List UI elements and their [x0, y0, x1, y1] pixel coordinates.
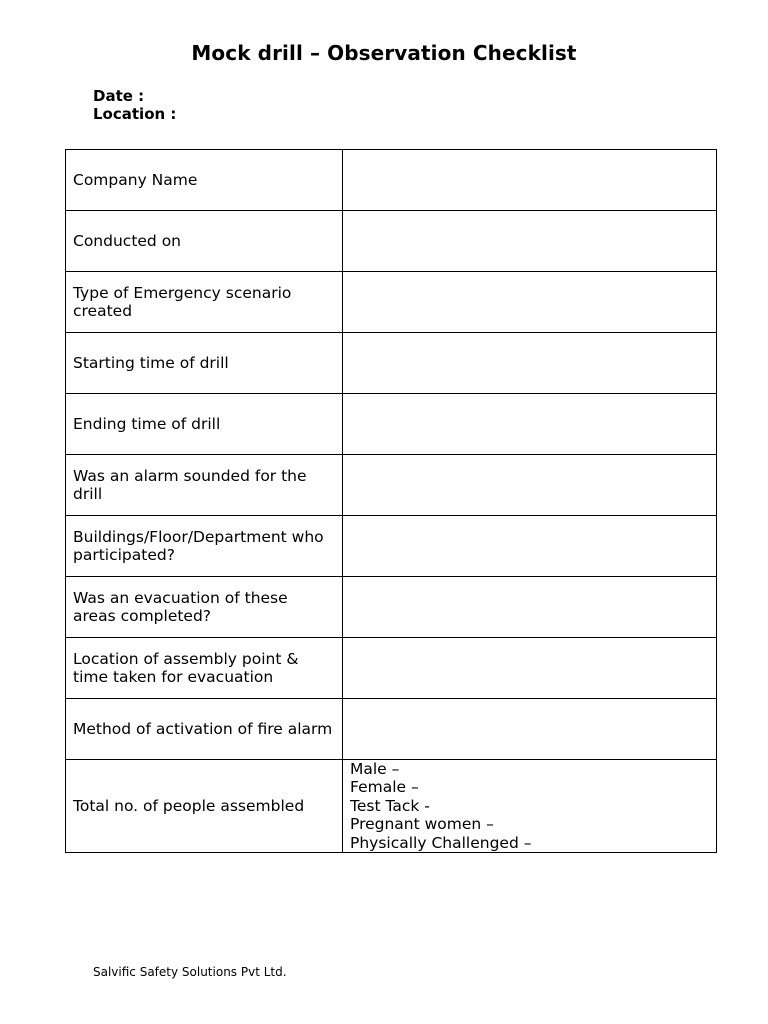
pregnant-women-count-item: Pregnant women – — [350, 815, 494, 834]
table-row — [66, 394, 717, 455]
female-count-item: Female – — [350, 778, 419, 797]
row-label: Was an alarm sounded for the drill — [66, 455, 343, 516]
table-row — [66, 272, 717, 333]
table-row — [66, 516, 717, 577]
people-count-list[interactable] — [343, 760, 717, 853]
row-value[interactable] — [343, 455, 717, 516]
row-value[interactable] — [343, 394, 717, 455]
row-label: Total no. of people assembled — [66, 760, 343, 853]
row-label: Type of Emergency scenario created — [66, 272, 343, 333]
row-value[interactable] — [343, 150, 717, 211]
document-meta — [93, 88, 176, 123]
row-value[interactable] — [343, 638, 717, 699]
test-tack-count-item: Test Tack - — [350, 796, 430, 815]
table-row — [66, 577, 717, 638]
table-row — [66, 150, 717, 211]
row-label: Starting time of drill — [66, 333, 343, 394]
table-row-people-assembled — [66, 760, 717, 853]
table-row — [66, 638, 717, 699]
table-row — [66, 211, 717, 272]
row-label: Ending time of drill — [66, 394, 343, 455]
row-label: Company Name — [66, 150, 343, 211]
row-label: Buildings/Floor/Department who participated? — [66, 516, 343, 577]
table-row — [66, 455, 717, 516]
footer-company-name: Salvific Safety Solutions Pvt Ltd. — [93, 965, 287, 979]
row-label: Method of activation of fire alarm — [66, 699, 343, 760]
observation-checklist-table — [65, 149, 717, 853]
table-row — [66, 333, 717, 394]
row-label: Conducted on — [66, 211, 343, 272]
physically-challenged-count-item: Physically Challenged – — [350, 833, 532, 852]
row-label: Location of assembly point & time taken for evacuation — [66, 638, 343, 699]
date-label: Date : — [93, 87, 145, 105]
row-value[interactable] — [343, 211, 717, 272]
male-count-item: Male – — [350, 760, 400, 778]
row-value[interactable] — [343, 577, 717, 638]
row-label: Was an evacuation of these areas completed? — [66, 577, 343, 638]
location-label: Location : — [93, 104, 177, 123]
row-value[interactable] — [343, 516, 717, 577]
table-row — [66, 699, 717, 760]
row-value[interactable] — [343, 699, 717, 760]
row-value[interactable] — [343, 272, 717, 333]
page-title: Mock drill – Observation Checklist — [191, 41, 577, 65]
row-value[interactable] — [343, 333, 717, 394]
